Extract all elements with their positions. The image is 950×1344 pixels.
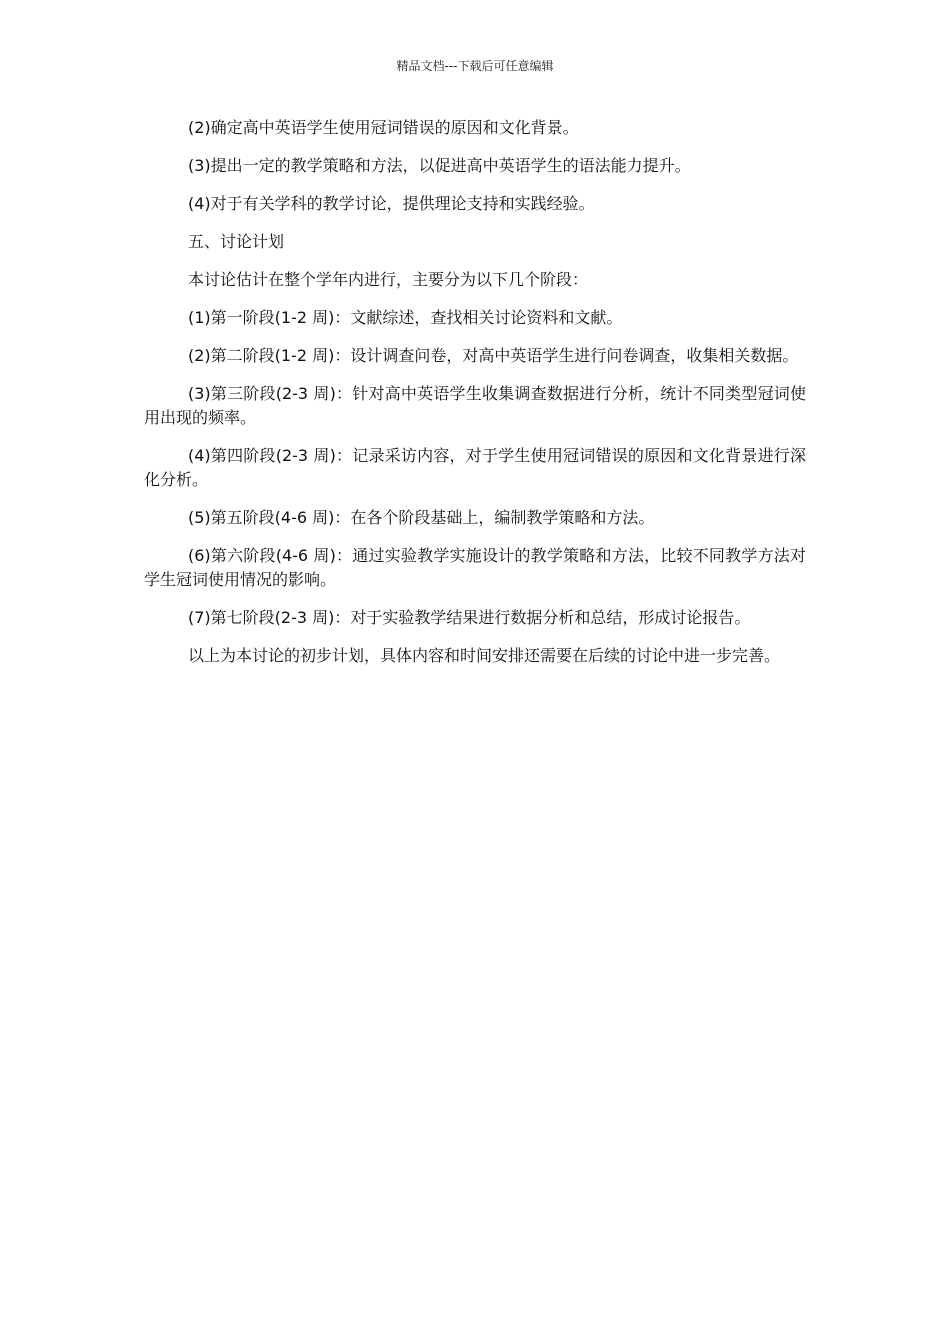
paragraph-objective-2: (2)确定高中英语学生使用冠词错误的原因和文化背景。: [188, 118, 579, 137]
paragraph-stage-6: (6)第六阶段(4-6 周)：通过实验教学实施设计的教学策略和方法，比较不同教学方法对学生冠词使用情况的影响。: [144, 546, 806, 589]
paragraph-stage-1: (1)第一阶段(1-2 周)：文献综述，查找相关讨论资料和文献。: [188, 308, 623, 327]
paragraph-stage-7: (7)第七阶段(2-3 周)：对于实验教学结果进行数据分析和总结，形成讨论报告。: [188, 608, 751, 627]
paragraph-stage-5: (5)第五阶段(4-6 周)：在各个阶段基础上，编制教学策略和方法。: [188, 508, 655, 527]
document-body: [144, 116, 806, 682]
paragraph-stage-2: (2)第二阶段(1-2 周)：设计调查问卷，对高中英语学生进行问卷调查，收集相关数据。: [188, 346, 799, 365]
paragraph-stage-4: (4)第四阶段(2-3 周)：记录采访内容，对于学生使用冠词错误的原因和文化背景进行深化分析。: [144, 446, 806, 489]
page-header: 精品文档---下载后可任意编辑: [396, 59, 554, 73]
section-heading-plan: 五、讨论计划: [188, 232, 285, 251]
paragraph-stage-3: (3)第三阶段(2-3 周)：针对高中英语学生收集调查数据进行分析，统计不同类型冠词使用出现的频率。: [144, 384, 806, 427]
paragraph-conclusion: 以上为本讨论的初步计划，具体内容和时间安排还需要在后续的讨论中进一步完善。: [188, 646, 781, 665]
paragraph-objective-3: (3)提出一定的教学策略和方法，以促进高中英语学生的语法能力提升。: [188, 156, 691, 175]
paragraph-plan-intro: 本讨论估计在整个学年内进行，主要分为以下几个阶段：: [188, 270, 589, 289]
paragraph-objective-4: (4)对于有关学科的教学讨论，提供理论支持和实践经验。: [188, 194, 595, 213]
